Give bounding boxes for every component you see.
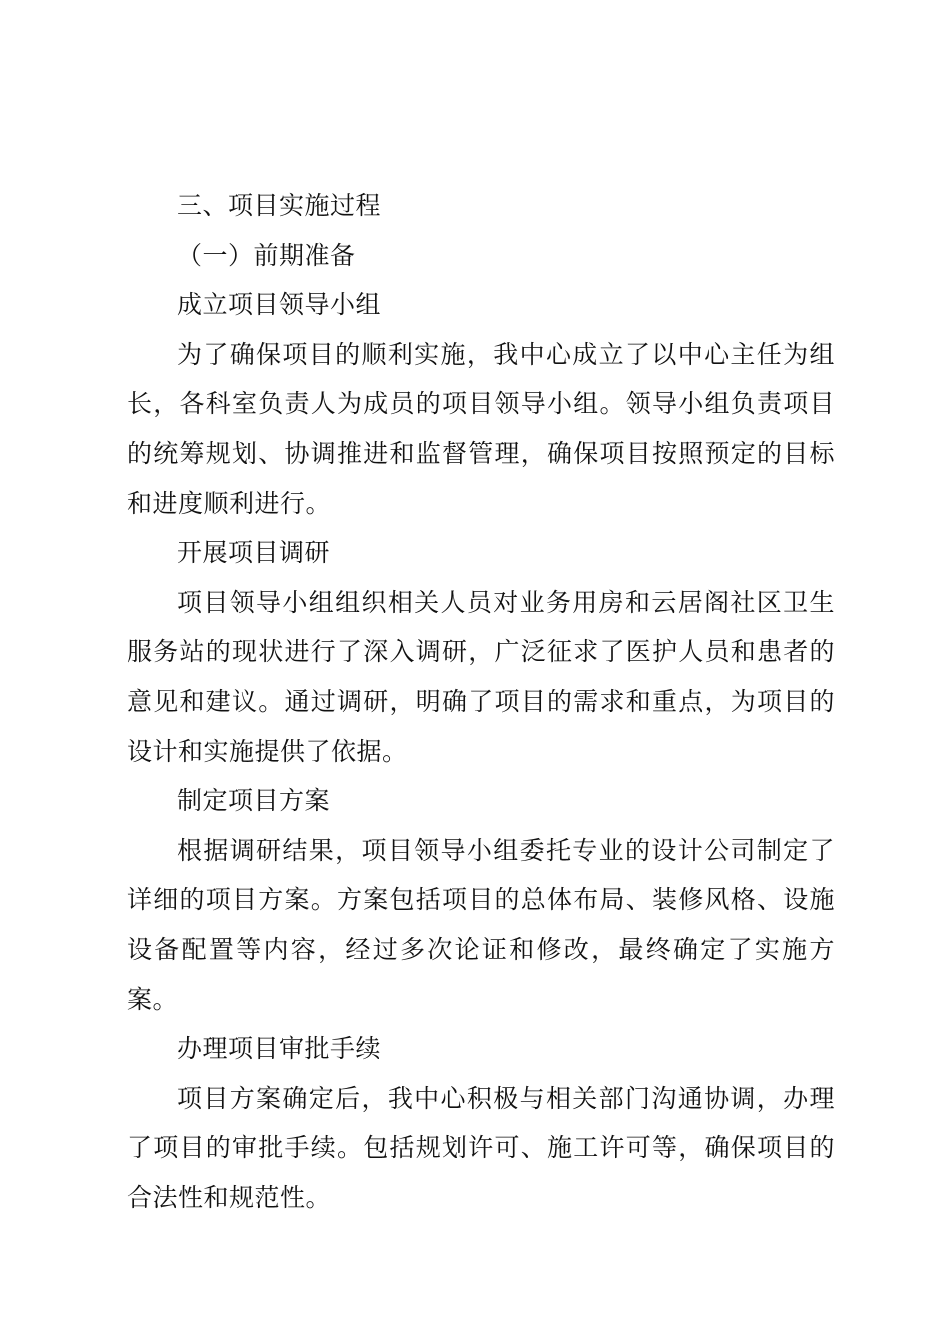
subsection-title: （一）前期准备 xyxy=(177,240,356,270)
item-body-plan: 根据调研结果，项目领导小组委托专业的设计公司制定了详细的项目方案。方案包括项目的总体布局、装修风格、设施设备配置等内容，经过多次论证和修改，最终确定了实施方案。 xyxy=(127,835,835,1014)
item-body-approval: 项目方案确定后，我中心积极与相关部门沟通协调，办理了项目的审批手续。包括规划许可、施工许可等，确保项目的合法性和规范性。 xyxy=(127,1083,835,1212)
item-heading-leadership-group: 成立项目领导小组 xyxy=(177,290,382,320)
item-heading-plan: 制定项目方案 xyxy=(177,786,331,816)
item-body-research: 项目领导小组组织相关人员对业务用房和云居阁社区卫生服务站的现状进行了深入调研，广泛征求了医护人员和患者的意见和建议。通过调研，明确了项目的需求和重点，为项目的设计和实施提供了依据。 xyxy=(127,587,835,766)
item-body-leadership-group: 为了确保项目的顺利实施，我中心成立了以中心主任为组长，各科室负责人为成员的项目领导小组。领导小组负责项目的统筹规划、协调推进和监督管理，确保项目按照预定的目标和进度顺利进行。 xyxy=(127,339,835,518)
item-heading-research: 开展项目调研 xyxy=(177,538,331,568)
section-title: 三、项目实施过程 xyxy=(177,191,382,220)
document-body xyxy=(127,181,835,1222)
item-heading-approval: 办理项目审批手续 xyxy=(177,1034,382,1064)
